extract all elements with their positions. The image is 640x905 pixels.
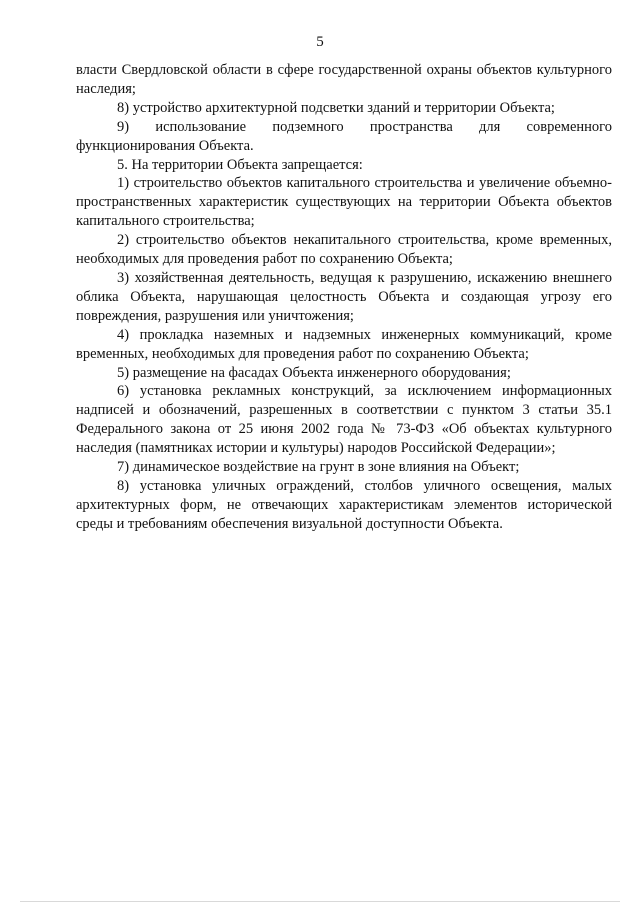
paragraph-prohibition-7: 7) динамическое воздействие на грунт в зоне влияния на Объект; — [117, 459, 520, 476]
paragraph-prohibition-5: 5) размещение на фасадах Объекта инженерного оборудования; — [117, 364, 511, 381]
page-number: 5 — [316, 34, 324, 50]
paragraph-prohibition-3: 3) хозяйственная деятельность, ведущая к разрушению, искажению внешнего облика Объекта, нарушающая целостность Объекта и создающая угрозу его повреждения, разрушения или уничтожения; — [76, 269, 612, 324]
paragraph-prohibition-6: 6) установка рекламных конструкций, за исключением информационных надписей и обозначений, разрешенных в соответствии с пунктом 3 статьи 35.1 Федерального закона от 25 июня 2002 года № 73-ФЗ «Об объектах культурного наследия (памятниках истории и культуры) народов Российской Федерации»; — [76, 383, 612, 457]
document-body — [76, 61, 612, 534]
paragraph-item-8-lighting: 8) устройство архитектурной подсветки зданий и территории Объекта; — [117, 99, 555, 116]
paragraph-prohibition-1: 1) строительство объектов капитального строительства и увеличение объемно-пространственных характеристик существующих на территории Объекта объектов капитального строительства; — [76, 175, 612, 230]
paragraph-continuation: власти Свердловской области в сфере государственной охраны объектов культурного наследия; — [76, 62, 612, 97]
scan-edge-line — [20, 901, 620, 902]
paragraph-prohibition-4: 4) прокладка наземных и надземных инженерных коммуникаций, кроме временных, необходимых для проведения работ по сохранению Объекта; — [76, 326, 612, 362]
paragraph-prohibition-2: 2) строительство объектов некапитального строительства, кроме временных, необходимых для проведения работ по сохранению Объекта; — [76, 232, 612, 268]
paragraph-item-9-underground: 9) использование подземного пространства для современного функционирования Объекта. — [76, 118, 612, 154]
paragraph-prohibition-8: 8) установка уличных ограждений, столбов уличного освещения, малых архитектурных форм, не отвечающих характеристикам элементов исторической среды и требованиям обеспечения визуальной доступности Объекта. — [76, 477, 612, 532]
section-5-heading: 5. На территории Объекта запрещается: — [117, 156, 363, 173]
